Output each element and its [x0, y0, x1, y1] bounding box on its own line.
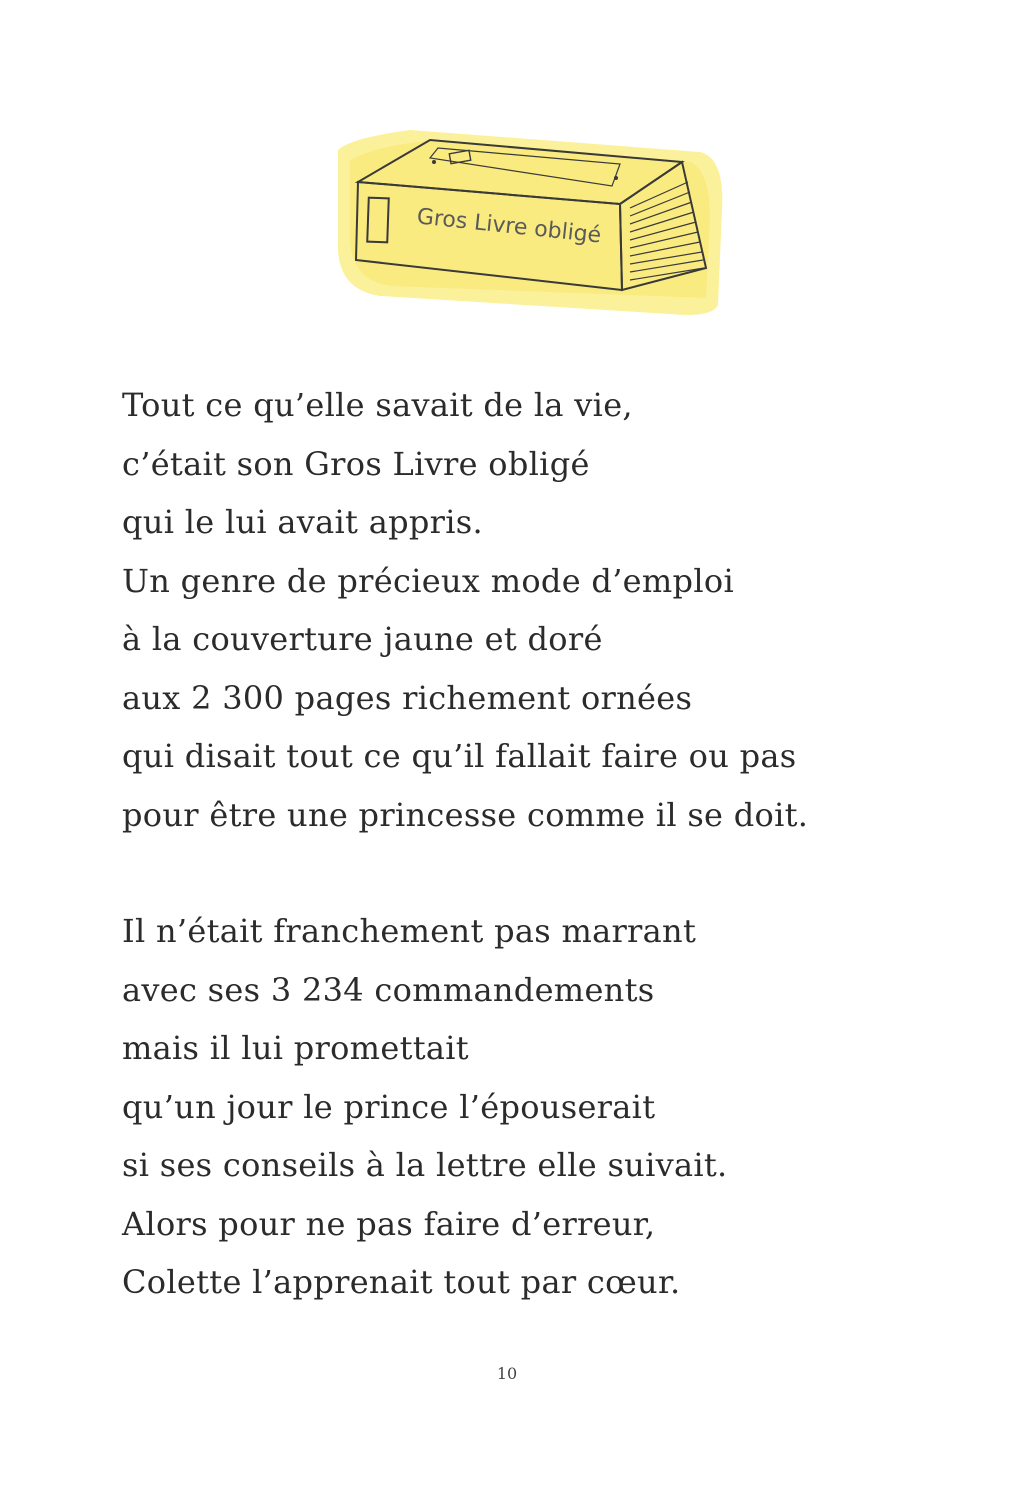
stanza-2-line: avec ses 3 234 commandements — [122, 970, 655, 1009]
stanza-1-line: Un genre de précieux mode d’emploi — [122, 561, 734, 600]
stanza-2-line: Alors pour ne pas faire d’erreur, — [122, 1204, 656, 1243]
stanza-1-line: qui disait tout ce qu’il fallait faire ou pas — [122, 737, 797, 775]
stanza-1-line: aux 2 300 pages richement ornées — [122, 678, 693, 717]
stanza-2-line: Colette l’apprenait tout par cœur. — [122, 1263, 681, 1301]
stanza-1-line: qui le lui avait appris. — [122, 503, 483, 541]
big-yellow-book-icon — [320, 100, 740, 330]
page-number: 10 — [496, 1364, 518, 1383]
stanza-2-line: si ses conseils à la lettre elle suivait. — [122, 1146, 728, 1184]
stanza-2-line: qu’un jour le prince l’épouserait — [122, 1087, 656, 1126]
stanza-1-line: pour être une princesse comme il se doit. — [122, 795, 809, 834]
book-cover-label: Gros Livre obligé — [415, 204, 603, 249]
stanza-1-line: Tout ce qu’elle savait de la vie, — [122, 386, 633, 424]
stanza-2-line: Il n’était franchement pas marrant — [122, 912, 697, 950]
stanza-2 — [122, 902, 728, 1312]
stanza-1-line: à la couverture jaune et doré — [122, 620, 603, 658]
stanza-1 — [122, 376, 808, 844]
stanza-2-line: mais il lui promettait — [122, 1029, 469, 1067]
stanza-1-line: c’était son Gros Livre obligé — [122, 444, 590, 483]
